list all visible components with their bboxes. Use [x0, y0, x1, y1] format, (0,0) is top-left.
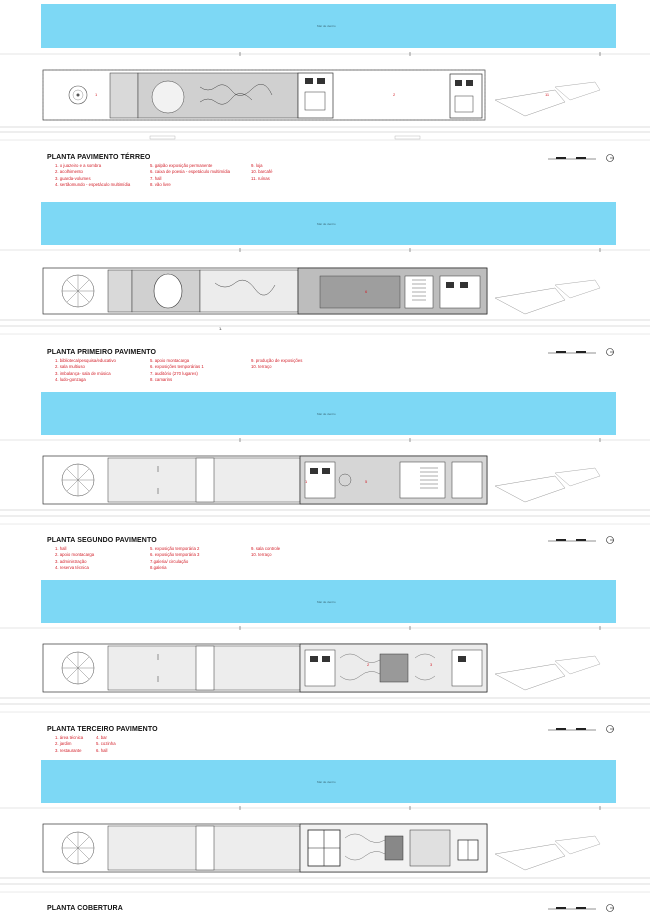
plan-terceiro-drawing	[0, 626, 650, 726]
room-number: 6	[365, 289, 368, 294]
room-number: 1	[305, 479, 308, 484]
legend-item: 3. guarda-volumes	[55, 175, 91, 181]
legend-item: 1. biblioteca/pesquisa/educativo	[55, 358, 116, 363]
legend-col-3	[251, 546, 280, 559]
sea-band-4	[41, 580, 616, 623]
legend-item: 9. sala controle	[251, 546, 281, 551]
legend-col-1	[55, 163, 130, 189]
plan-segundo-drawing	[0, 438, 650, 538]
plan-title: PLANTA PAVIMENTO TÉRREO	[47, 154, 151, 161]
plan-segundo	[0, 438, 650, 538]
legend-item: 2. acolhimento	[55, 169, 83, 175]
legend-item: 4. ludo-gonzaga	[55, 377, 86, 383]
legend-item: 5. cozinha	[96, 741, 116, 747]
legend-col-2	[150, 163, 230, 189]
room-number: 3	[430, 662, 433, 667]
legend-item: 5. galpão exposição permanente	[150, 163, 213, 168]
legend-item: 5. exposição temporária 2	[150, 546, 200, 551]
legend-item: 1. o juazeiro e a sombra	[55, 163, 102, 168]
legend-col-2	[96, 735, 116, 754]
plan-title: PLANTA TERCEIRO PAVIMENTO	[47, 726, 158, 733]
legend-item: 1. hall	[55, 546, 67, 551]
sea-band-1	[41, 4, 616, 48]
legend-item: 4. sertãomundo - espetáculo multimídia	[55, 182, 131, 188]
plan-title: PLANTA SEGUNDO PAVIMENTO	[47, 537, 157, 544]
legend-item: 8. camarins	[150, 377, 173, 383]
legend-col-3	[251, 163, 273, 182]
sea-label: Mar de dentro	[317, 222, 336, 226]
legend-item: 6. caixa de poesia - espetáculo multimídia	[150, 169, 231, 175]
legend-col-2	[150, 546, 199, 572]
room-number: 5	[365, 479, 368, 484]
legend-item: 10. terraço	[251, 364, 272, 370]
legend-col-1	[55, 735, 83, 754]
legend-item: 7.galeria/ circulação	[150, 558, 189, 564]
scale-bar-north-arrow	[548, 724, 618, 734]
plan-primeiro-drawing	[0, 248, 650, 348]
legend-item: 4. bar	[96, 735, 107, 740]
scale-bar-north-arrow	[548, 535, 618, 545]
sea-band-3	[41, 392, 616, 435]
room-number: 2	[393, 92, 396, 97]
legend-item: 4. reserva técnica	[55, 565, 89, 571]
room-number: 2	[367, 662, 370, 667]
legend-col-3	[251, 358, 302, 371]
scale-bar-north-arrow	[548, 903, 618, 913]
legend-item: 6. exposições temporárias 1	[150, 364, 204, 370]
scale-bar-north-arrow	[548, 153, 618, 163]
sea-label: Mar de dentro	[317, 412, 336, 416]
legend-item: 9. produção de exposições	[251, 358, 303, 363]
legend-item: 10. terraço	[251, 552, 272, 558]
scale-bar-north-arrow	[548, 347, 618, 357]
legend-item: 6. exposição temporária 3	[150, 552, 200, 558]
legend-item: 2. sala multiuso	[55, 364, 85, 370]
sea-label: Mar de dentro	[317, 780, 336, 784]
plan-terceiro	[0, 626, 650, 726]
legend-item: 2. jardim	[55, 741, 72, 747]
plan-cobertura	[0, 806, 650, 906]
plan-terreo	[0, 52, 650, 152]
legend-col-1	[55, 546, 94, 572]
legend-item: 7. hall	[150, 175, 162, 181]
room-number: 1	[95, 92, 98, 97]
plan-terreo-drawing	[0, 52, 650, 152]
legend-col-1	[55, 358, 116, 384]
legend-item: 3. administração	[55, 558, 87, 564]
legend-item: 10. barcafé	[251, 169, 273, 175]
legend-item: 8. vão livre	[150, 182, 171, 188]
legend-item: 11. ruínas	[251, 175, 270, 181]
plan-primeiro	[0, 248, 650, 348]
sea-label: Mar de dentro	[317, 600, 336, 604]
legend-item: 9. loja	[251, 163, 263, 168]
legend-item: 6. hall	[96, 747, 108, 753]
legend-item: 5. apoio montacarga	[150, 358, 190, 363]
sea-band-2	[41, 202, 616, 245]
sea-band-5	[41, 760, 616, 803]
room-number: 1.	[219, 326, 223, 331]
sea-label: Mar de dentro	[317, 24, 336, 28]
room-number: 11	[545, 92, 550, 97]
plan-cobertura-drawing	[0, 806, 650, 906]
legend-item: 3. restaurante	[55, 747, 82, 753]
legend-item: 1. área técnica	[55, 735, 84, 740]
legend-item: 8.galeria	[150, 565, 167, 571]
legend-item: 7. auditório (270 lugares)	[150, 370, 198, 376]
legend-col-2	[150, 358, 204, 384]
legend-item: 2. apoio montacarga	[55, 552, 95, 558]
legend-item: 3. imbalança- sala de música	[55, 370, 111, 376]
plan-title: PLANTA COBERTURA	[47, 905, 123, 912]
plan-title: PLANTA PRIMEIRO PAVIMENTO	[47, 349, 157, 356]
